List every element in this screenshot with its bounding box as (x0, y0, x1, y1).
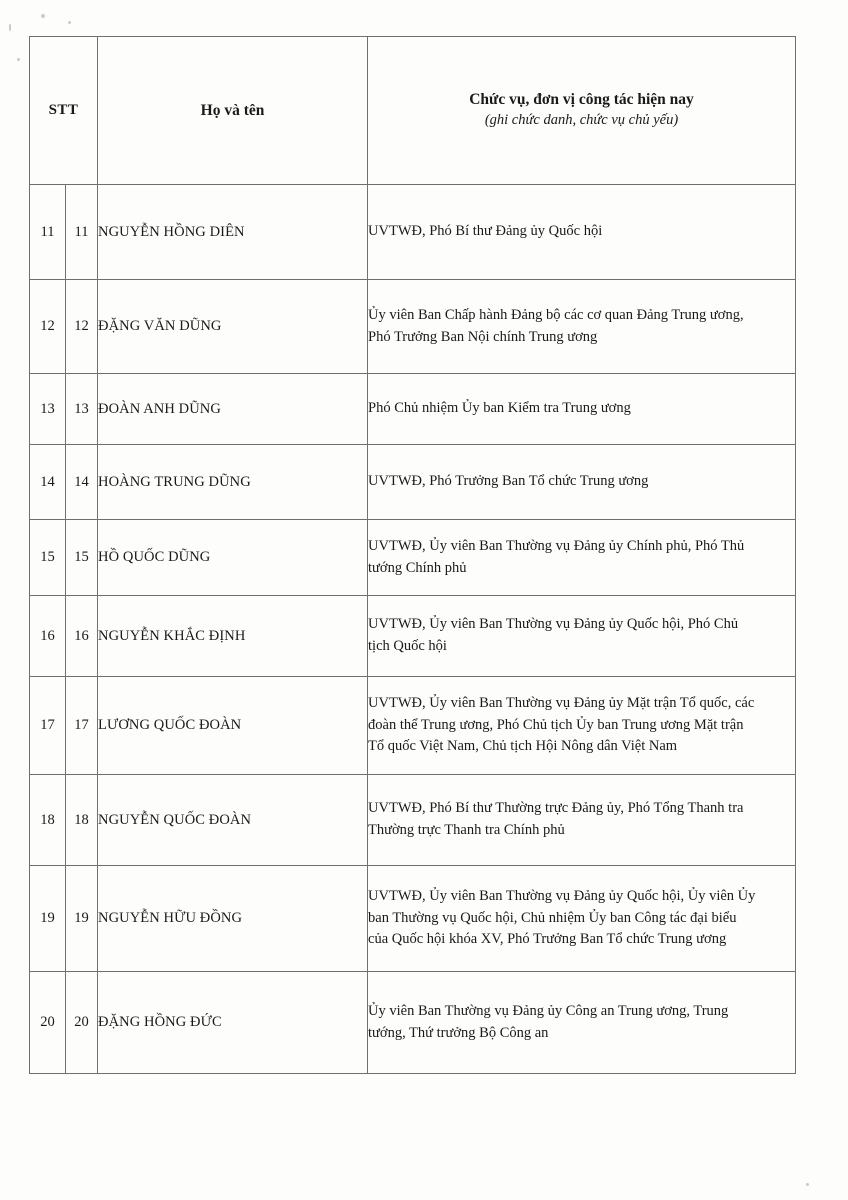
position-line: Ủy viên Ban Chấp hành Đảng bộ các cơ quan Đảng Trung ương, (368, 306, 744, 323)
table-row (30, 866, 796, 972)
person-position (368, 374, 796, 445)
row-index-primary: 12 (30, 280, 66, 374)
table-row (30, 596, 796, 677)
row-index-primary: 16 (30, 596, 66, 677)
header-cell-position (368, 37, 796, 185)
person-name: HỒ QUỐC DŨNG (98, 520, 368, 596)
row-index-primary: 11 (30, 185, 66, 280)
position-line: Phó Chủ nhiệm Ủy ban Kiểm tra Trung ương (368, 400, 631, 417)
table-row (30, 445, 796, 520)
position-line: UVTWĐ, Phó Bí thư Thường trực Đảng ủy, Phó Tổng Thanh tra (368, 800, 744, 817)
row-index-primary: 13 (30, 374, 66, 445)
position-line: Phó Trưởng Ban Nội chính Trung ương (368, 328, 598, 345)
row-index-secondary: 17 (66, 677, 98, 775)
row-index-secondary: 13 (66, 374, 98, 445)
position-line: của Quốc hội khóa XV, Phó Trưởng Ban Tổ chức Trung ương (368, 931, 727, 948)
position-line: UVTWĐ, Ủy viên Ban Thường vụ Đảng ủy Quốc hội, Phó Chủ (368, 616, 739, 633)
row-index-secondary: 15 (66, 520, 98, 596)
row-index-primary: 17 (30, 677, 66, 775)
table-row (30, 520, 796, 596)
row-index-secondary: 16 (66, 596, 98, 677)
table-row (30, 185, 796, 280)
person-position (368, 677, 796, 775)
person-name: NGUYỄN HỮU ĐỒNG (98, 866, 368, 972)
position-line: tướng Chính phủ (368, 559, 467, 576)
position-line: UVTWĐ, Ủy viên Ban Thường vụ Đảng ủy Quốc hội, Ủy viên Ủy (368, 887, 756, 904)
person-position (368, 972, 796, 1074)
table-row (30, 374, 796, 445)
person-position (368, 445, 796, 520)
row-index-secondary: 12 (66, 280, 98, 374)
person-name: ĐOÀN ANH DŨNG (98, 374, 368, 445)
row-index-secondary: 18 (66, 775, 98, 866)
row-index-secondary: 19 (66, 866, 98, 972)
position-line: ban Thường vụ Quốc hội, Chủ nhiệm Ủy ban Công tác đại biểu (368, 909, 737, 926)
person-name: LƯƠNG QUỐC ĐOÀN (98, 677, 368, 775)
position-line: UVTWĐ, Phó Bí thư Đảng ủy Quốc hội (368, 223, 603, 240)
table-row (30, 677, 796, 775)
person-name: NGUYỄN HỒNG DIÊN (98, 185, 368, 280)
position-line: tịch Quốc hội (368, 638, 447, 654)
scan-speckle (17, 58, 20, 61)
person-name: ĐẶNG HỒNG ĐỨC (98, 972, 368, 1074)
position-line: UVTWĐ, Ủy viên Ban Thường vụ Đảng ủy Chính phủ, Phó Thủ (368, 537, 745, 554)
person-position (368, 280, 796, 374)
header-position-main: Chức vụ, đơn vị công tác hiện nay (469, 91, 694, 109)
person-position (368, 185, 796, 280)
person-name: NGUYỄN KHẮC ĐỊNH (98, 596, 368, 677)
person-name: NGUYỄN QUỐC ĐOÀN (98, 775, 368, 866)
table-row (30, 972, 796, 1074)
table-row (30, 280, 796, 374)
position-line: Thường trực Thanh tra Chính phủ (368, 822, 565, 838)
row-index-secondary: 11 (66, 185, 98, 280)
scan-speckle (9, 24, 11, 31)
row-index-secondary: 20 (66, 972, 98, 1074)
person-name: HOÀNG TRUNG DŨNG (98, 445, 368, 520)
position-line: đoàn thể Trung ương, Phó Chủ tịch Ủy ban Trung ương Mặt trận (368, 716, 744, 733)
row-index-primary: 19 (30, 866, 66, 972)
person-position (368, 596, 796, 677)
row-index-secondary: 14 (66, 445, 98, 520)
scan-speckle (41, 14, 45, 18)
position-line: UVTWĐ, Ủy viên Ban Thường vụ Đảng ủy Mặt trận Tổ quốc, các (368, 694, 755, 711)
personnel-table-container (29, 36, 795, 1074)
row-index-primary: 20 (30, 972, 66, 1074)
position-line: Tổ quốc Việt Nam, Chủ tịch Hội Nông dân Việt Nam (368, 738, 678, 755)
row-index-primary: 18 (30, 775, 66, 866)
personnel-table (29, 36, 796, 1074)
scan-speckle (806, 1183, 809, 1186)
scan-speckle (68, 21, 71, 24)
table-row (30, 775, 796, 866)
person-position (368, 520, 796, 596)
person-position (368, 775, 796, 866)
header-cell-name: Họ và tên (98, 37, 368, 185)
header-position-sub: (ghi chức danh, chức vụ chủ yếu) (484, 112, 679, 129)
position-line: Ủy viên Ban Thường vụ Đảng ủy Công an Trung ương, Trung (368, 1002, 729, 1019)
row-index-primary: 15 (30, 520, 66, 596)
table-header-row (30, 37, 796, 185)
position-line: UVTWĐ, Phó Trưởng Ban Tổ chức Trung ương (368, 473, 649, 490)
row-index-primary: 14 (30, 445, 66, 520)
person-name: ĐẶNG VĂN DŨNG (98, 280, 368, 374)
position-line: tướng, Thứ trưởng Bộ Công an (368, 1024, 549, 1041)
person-position (368, 866, 796, 972)
header-cell-stt: STT (30, 37, 98, 185)
